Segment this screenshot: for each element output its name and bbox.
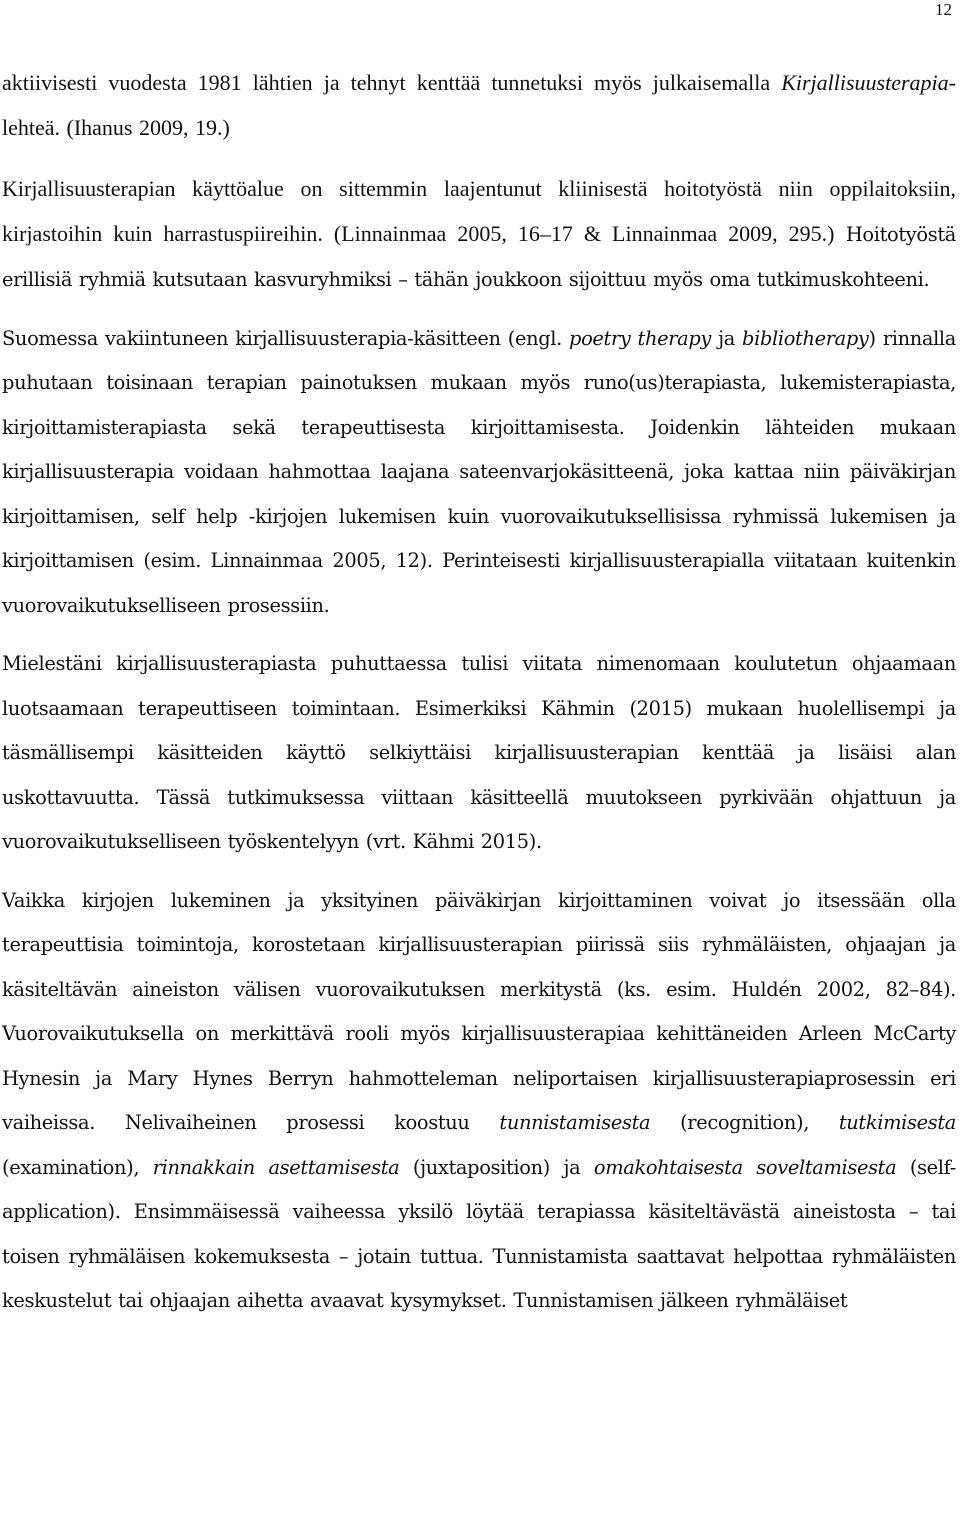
italic-term: omakohtaisesta soveltamisesta <box>593 1155 897 1179</box>
text-run: Kirjallisuusterapian käyttöalue on sittemmin laajentunut kliinisestä hoitotyöstä niin oppilaitoksiin, kirjastoihin kuin harrastuspiireihin. (Linnainmaa 2005, 16–17 & Linnainmaa 2009, 295.) <box>2 176 956 246</box>
italic-term: rinnakkain asettamisesta <box>152 1155 400 1179</box>
text-run: ja <box>711 326 743 350</box>
text-run: Suomessa vakiintuneen kirjallisuusterapia-käsitteen (engl. <box>2 326 569 350</box>
text-run: Mielestäni kirjallisuusterapiasta puhuttaessa tulisi viitata nimenomaan koulutetun ohjaamaan luotsaamaan terapeuttiseen toimintaan. Esimerkiksi Kähmin (2015) mukaan huolellisempi ja täsmällisempi käsitteiden käyttö selkiyttäisi kirjallisuusterapian kenttää ja lisäisi alan uskottavuutta. Tässä tutkimuksessa viittaan käsitteellä muutokseen pyrkivään ohjattuun ja vuorovaikutukselliseen työskentelyyn (vrt. Kähmi 2015). <box>2 652 956 853</box>
text-run: Vaikka kirjojen lukeminen ja yksityinen päiväkirjan kirjoittaminen voivat jo itsessään olla terapeuttisia toimintoja, korostetaan kirjallisuusterapian piirissä siis ryhmäläisten, ohjaajan ja käsiteltävän aineiston välisen vuorovaikutuksen merkitystä (ks. esim. Huldén 2002, 82–84). Vuorovaikutuksella on merkittävä rooli myös kirjallisuusterapiaa kehittäneiden Arleen McCarty Hynesin ja Mary Hynes Berryn hahmotteleman neliportaisen kirjallisuusterapiaprosessin eri vaiheissa. Nelivaiheinen prosessi koostuu <box>2 888 956 1134</box>
italic-term: bibliotherapy <box>742 326 869 350</box>
text-run: -lehteä. (Ihanus 2009, 19.) <box>2 70 956 140</box>
paragraph-2 <box>2 167 956 303</box>
text-run: (examination), <box>2 1155 153 1179</box>
text-run: (recognition), <box>650 1111 839 1134</box>
document-body <box>2 61 956 1324</box>
paragraph-3 <box>2 317 956 629</box>
italic-term: tutkimisesta <box>838 1111 956 1134</box>
text-run: aktiivisesti vuodesta 1981 lähtien ja tehnyt kenttää tunnetuksi myös julkaisemalla <box>2 70 782 95</box>
italic-term: tunnistamisesta <box>499 1111 651 1134</box>
text-run: (self-application). Ensimmäisessä vaiheessa yksilö löytää terapiassa käsiteltävästä aineistosta – tai toisen ryhmäläisen kokemuksesta – jotain tuttua. Tunnistamista saattavat helpottaa ryhmäläisten keskustelut tai ohjaajan aihetta avaavat kysymykset. Tunnistamisen jälkeen ryhmäläiset <box>2 1155 956 1312</box>
paragraph-5 <box>2 879 956 1324</box>
text-run: Hoitotyöstä erillisiä ryhmiä kutsutaan kasvuryhmiksi – tähän joukkoon sijoittuu myös oma tutkimuskohteeni. <box>2 222 956 291</box>
italic-term: poetry therapy <box>569 326 712 350</box>
paragraph-4 <box>2 642 956 865</box>
text-run: (juxtaposition) ja <box>399 1155 594 1179</box>
page-number: 12 <box>935 0 952 19</box>
text-run: ) rinnalla puhutaan toisinaan terapian painotuksen mukaan myös runo(us)terapiasta, lukemisterapiasta, kirjoittamisterapiasta sekä terapeuttisesta kirjoittamisesta. Joidenkin lähteiden mukaan kirjallisuusterapia voidaan hahmottaa laajana sateenvarjokäsitteenä, joka kattaa niin päiväkirjan kirjoittamisen, self help -kirjojen lukemisen kuin vuorovaikutuksellisissa ryhmissä lukemisen ja kirjoittamisen (esim. Linnainmaa 2005, 12). Perinteisesti kirjallisuusterapialla viitataan kuitenkin vuorovaikutukselliseen prosessiin. <box>2 326 956 617</box>
italic-term: Kirjallisuusterapia <box>781 70 949 95</box>
paragraph-1 <box>2 61 956 150</box>
